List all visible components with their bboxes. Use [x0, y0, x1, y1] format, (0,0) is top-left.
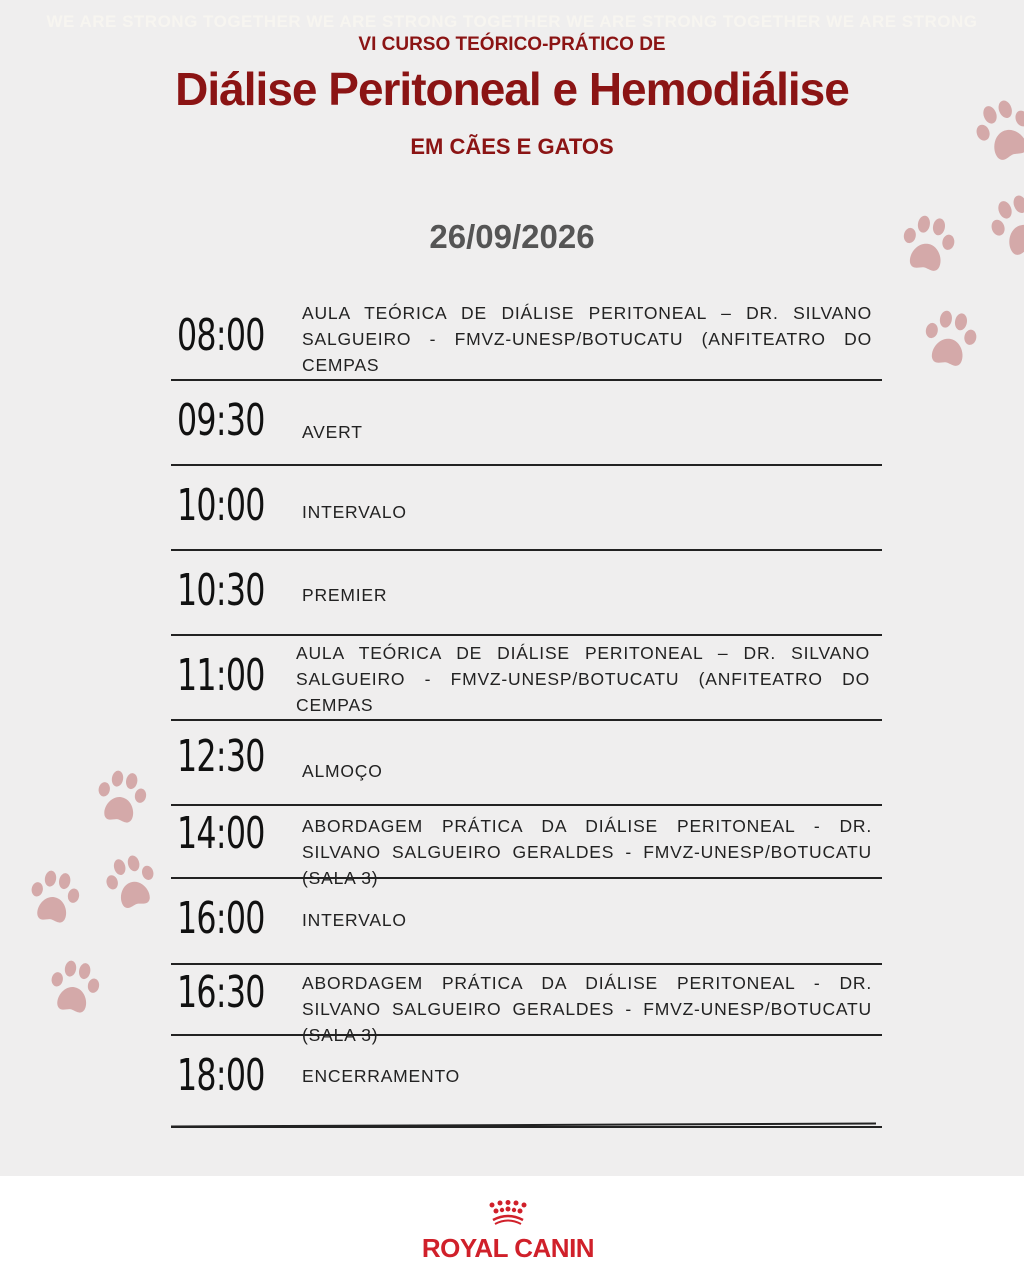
course-supertitle: VI CURSO TEÓRICO-PRÁTICO DE: [358, 34, 666, 55]
paw-print-icon: [48, 960, 101, 1021]
crown-icon: [483, 1200, 533, 1226]
schedule-row: [171, 290, 882, 381]
schedule-description: ALMOÇO: [302, 761, 383, 781]
schedule-row: [171, 551, 882, 636]
paw-print-icon: [28, 870, 81, 931]
royal-canin-logo: [418, 1200, 598, 1264]
schedule-row: [171, 636, 882, 721]
paw-print-icon: [990, 195, 1024, 263]
schedule-time: 08:00: [177, 310, 265, 361]
schedule-time: 14:00: [177, 808, 265, 859]
schedule-description: INTERVALO: [302, 502, 407, 522]
schedule-time: 10:00: [177, 480, 265, 531]
schedule-time: 11:00: [177, 650, 265, 701]
schedule-description: AVERT: [302, 422, 363, 442]
paw-print-icon: [105, 855, 158, 916]
schedule-description: INTERVALO: [302, 910, 407, 930]
paw-print-icon: [922, 310, 978, 375]
watermark-text: WE ARE STRONG TOGETHER WE ARE STRONG TOGETHER WE ARE STRONG TOGETHER WE ARE STRONG: [46, 12, 978, 31]
schedule-description: ENCERRAMENTO: [302, 1066, 461, 1086]
schedule-time: 10:30: [177, 565, 265, 616]
schedule-time: 16:30: [177, 967, 265, 1018]
schedule-description: ABORDAGEM PRÁTICA DA DIÁLISE PERITONEAL - DR. SILVANO SALGUEIRO GERALDES - FMVZ-UNESP/BOTUCATU (SALA 3): [302, 816, 872, 888]
paw-print-icon: [95, 770, 148, 831]
schedule-description: ABORDAGEM PRÁTICA DA DIÁLISE PERITONEAL - DR. SILVANO SALGUEIRO GERALDES - FMVZ-UNESP/BOTUCATU (SALA 3): [302, 973, 872, 1045]
schedule-time: 16:00: [177, 893, 265, 944]
schedule-row: [171, 879, 882, 965]
schedule-row: [171, 721, 882, 806]
logo-text: ROYAL CANIN: [421, 1233, 595, 1263]
schedule-row: [171, 381, 882, 466]
course-title: Diálise Peritoneal e Hemodiálise: [175, 63, 849, 115]
schedule-description: AULA TEÓRICA DE DIÁLISE PERITONEAL – DR. SILVANO SALGUEIRO - FMVZ-UNESP/BOTUCATU (ANFITEATRO DO CEMPAS: [296, 643, 870, 715]
schedule-row: [171, 806, 882, 888]
paw-print-icon: [900, 215, 956, 280]
schedule-time: 18:00: [177, 1050, 265, 1101]
schedule-row: [171, 1036, 882, 1128]
schedule-time: 09:30: [177, 395, 265, 446]
event-date: 26/09/2026: [429, 218, 595, 255]
schedule-row: [171, 466, 882, 551]
paw-print-icon: [975, 100, 1024, 168]
schedule-description: AULA TEÓRICA DE DIÁLISE PERITONEAL – DR. SILVANO SALGUEIRO - FMVZ-UNESP/BOTUCATU (ANFITEATRO DO CEMPAS: [302, 303, 872, 375]
schedule-description: PREMIER: [302, 585, 388, 605]
schedule-time: 12:30: [177, 731, 265, 782]
schedule-row: [171, 965, 882, 1045]
course-subtitle: EM CÃES E GATOS: [410, 134, 614, 159]
